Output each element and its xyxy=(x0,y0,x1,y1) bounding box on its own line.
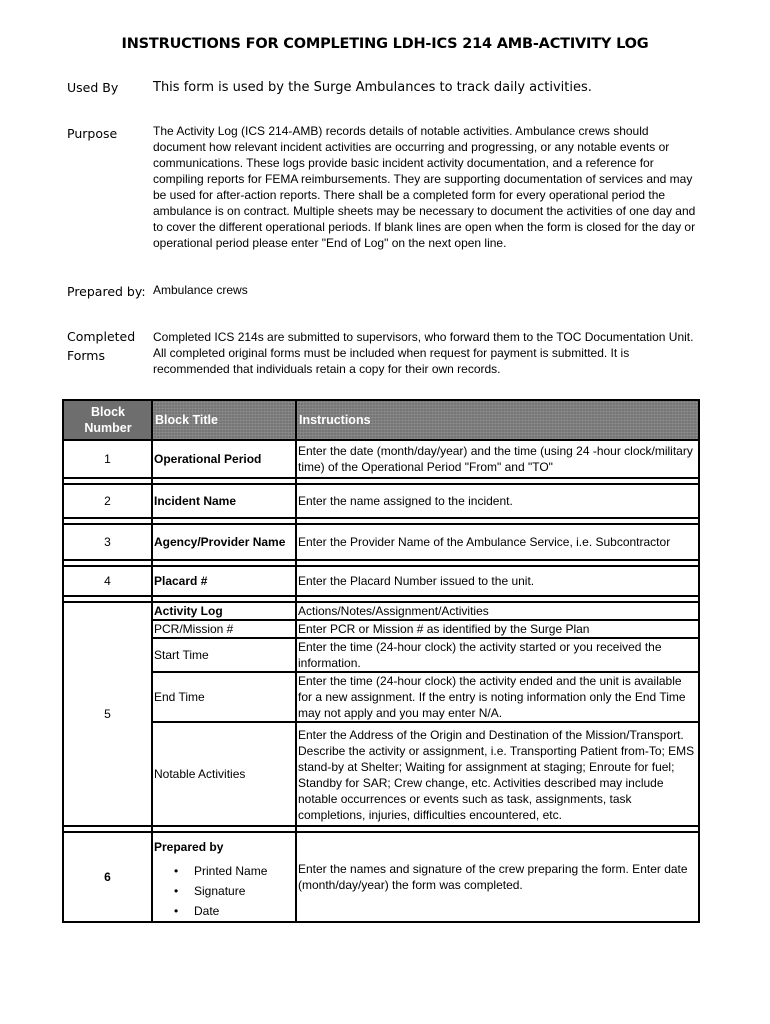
block5-row-activity-log xyxy=(63,602,699,620)
row-number: 4 xyxy=(63,566,152,596)
completed-forms-label xyxy=(67,327,135,365)
used-by-label: Used By xyxy=(67,80,119,95)
block5-title: Start Time xyxy=(152,638,296,672)
header-instructions: Instructions xyxy=(296,400,699,440)
block6-title: Prepared by xyxy=(154,840,224,854)
block5-instructions: Enter the Address of the Origin and Destination of the Mission/Transport. Describe the activity or assignment, i.e. Transporting Patient from-To; EMS stand-by at Shelter; Waiting for assignment at staging; Enroute for fuel; Standby for SAR; Crew change, etc. Activities described may include notable occurrences or events such as task, assignments, task completions, injuries, difficulties encountered, etc. xyxy=(296,722,699,826)
header-block-number-line2: Number xyxy=(84,421,132,435)
page-title: INSTRUCTIONS FOR COMPLETING LDH-ICS 214 AMB-ACTIVITY LOG xyxy=(121,36,649,52)
block5-row-notable xyxy=(63,722,699,826)
block5-title: End Time xyxy=(152,672,296,722)
row-title: Operational Period xyxy=(152,440,296,478)
table-header-row xyxy=(63,400,699,440)
list-item: • Date xyxy=(194,901,294,921)
row-instructions: Enter the name assigned to the incident. xyxy=(296,484,699,518)
block5-row-start-time xyxy=(63,638,699,672)
header-block-title: Block Title xyxy=(152,400,296,440)
instructions-table xyxy=(62,399,700,923)
block5-title: Activity Log xyxy=(152,602,296,620)
prepared-by-label: Prepared by: xyxy=(67,284,146,299)
row-instructions: Enter the Placard Number issued to the unit. xyxy=(296,566,699,596)
row-instructions: Enter the date (month/day/year) and the time (using 24 -hour clock/military time) of the Operational Period "From" and "TO" xyxy=(296,440,699,478)
block6-bullet-list xyxy=(154,861,294,921)
completed-forms-label-line2: Forms xyxy=(67,348,106,363)
header-block-number xyxy=(63,400,152,440)
prepared-by-text: Ambulance crews xyxy=(153,283,248,297)
purpose-text: The Activity Log (ICS 214-AMB) records details of notable activities. Ambulance crews should document how relevant incident activities are occurring and progressing, or any notable events or communications. These logs provide basic incident activity documentation, and a reference for compiling reports for FEMA reimbursements. They are supporting documentation of services and may be used for after-action reports. There shall be a completed form for every operational period the ambulance is on contract. Multiple sheets may be necessary to document the activities of one day and to cover the different operational periods. If blank lines are open when the form is closed for the day or operational period please enter "End of Log" on the next open line. xyxy=(153,124,696,250)
row-number: 1 xyxy=(63,440,152,478)
block5-row-pcr xyxy=(63,620,699,638)
list-item: • Signature xyxy=(194,881,294,901)
row-title: Incident Name xyxy=(152,484,296,518)
block5-instructions: Actions/Notes/Assignment/Activities xyxy=(296,602,699,620)
block5-number: 5 xyxy=(63,602,152,826)
table-row xyxy=(63,566,699,596)
row-number: 3 xyxy=(63,524,152,560)
block6-title-cell xyxy=(152,832,296,922)
row-number: 2 xyxy=(63,484,152,518)
table-row xyxy=(63,484,699,518)
row-title: Agency/Provider Name xyxy=(152,524,296,560)
list-item: • Printed Name xyxy=(194,861,294,881)
table-row xyxy=(63,440,699,478)
block5-title: PCR/Mission # xyxy=(152,620,296,638)
row-title: Placard # xyxy=(152,566,296,596)
used-by-text: This form is used by the Surge Ambulances to track daily activities. xyxy=(153,80,592,95)
completed-forms-label-line1: Completed xyxy=(67,329,136,344)
purpose-label: Purpose xyxy=(67,126,118,141)
block6-row xyxy=(63,832,699,922)
row-instructions: Enter the Provider Name of the Ambulance Service, i.e. Subcontractor xyxy=(296,524,699,560)
table-row xyxy=(63,524,699,560)
header-block-number-line1: Block xyxy=(90,405,126,419)
block6-instructions: Enter the names and signature of the crew preparing the form. Enter date (month/day/year) the form was completed. xyxy=(296,832,699,922)
completed-forms-text: Completed ICS 214s are submitted to supervisors, who forward them to the TOC Documentation Unit. All completed original forms must be included when request for payment is submitted. It is recommended that individuals retain a copy for their own records. xyxy=(153,330,694,376)
block5-instructions: Enter the time (24-hour clock) the activity ended and the unit is available for a new assignment. If the entry is noting information only the End Time may not apply and you may enter N/A. xyxy=(296,672,699,722)
block5-instructions: Enter PCR or Mission # as identified by the Surge Plan xyxy=(296,620,699,638)
block5-title: Notable Activities xyxy=(152,722,296,826)
block5-row-end-time xyxy=(63,672,699,722)
block5-instructions: Enter the time (24-hour clock) the activity started or you received the information. xyxy=(296,638,699,672)
block6-number: 6 xyxy=(63,832,152,922)
